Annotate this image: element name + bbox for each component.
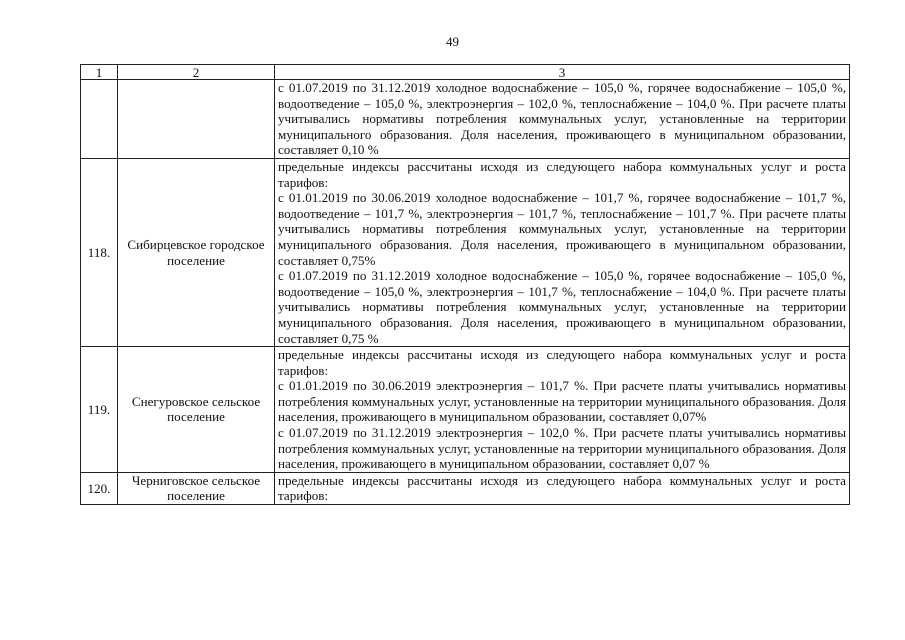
table-row [81,158,850,346]
tariff-table [80,64,850,505]
row-number: 118. [81,158,118,346]
description-paragraph: с 01.01.2019 по 30.06.2019 холодное водоснабжение – 101,7 %, горячее водоснабжение – 101,7 %, водоотведение – 101,7 %, электроэнергия – 101,7 %, теплоснабжение – 101,7 %. При расчете платы учитывались нормативы потребления коммунальных услуг, установленные на территории муниципального образования. Доля населения, проживающего в муниципальном образовании, составляет 0,75% [278,190,846,268]
table-row [81,472,850,504]
settlement-name: Снегуровское сельское поселение [118,347,275,473]
column-header-3: 3 [275,65,850,80]
row-number [81,80,118,159]
settlement-name [118,80,275,159]
column-header-2: 2 [118,65,275,80]
table-row [81,80,850,159]
description-paragraph: с 01.07.2019 по 31.12.2019 холодное водоснабжение – 105,0 %, горячее водоснабжение – 105,0 %, водоотведение – 105,0 %, электроэнергия – 102,0 %, теплоснабжение – 104,0 %. При расчете платы учитывались нормативы потребления коммунальных услуг, установленные на территории муниципального образования. Доля населения, проживающего в муниципальном образовании, составляет 0,10 % [278,80,846,158]
settlement-name: Сибирцевское городское поселение [118,158,275,346]
tariff-description [275,472,850,504]
description-paragraph: предельные индексы рассчитаны исходя из следующего набора коммунальных услуг и роста тарифов: [278,472,846,504]
header-row [81,65,850,80]
table-row [81,347,850,473]
description-paragraph: с 01.07.2019 по 31.12.2019 холодное водоснабжение – 105,0 %, горячее водоснабжение – 105,0 %, водоотведение – 105,0 %, электроэнергия – 101,7 %, теплоснабжение – 104,0 %. При расчете платы учитывались нормативы потребления коммунальных услуг, установленные на территории муниципального образования. Доля населения, проживающего в муниципальном образовании, составляет 0,75 % [278,268,846,346]
description-paragraph: предельные индексы рассчитаны исходя из следующего набора коммунальных услуг и роста тарифов: [278,158,846,190]
page-number: 49 [446,34,459,49]
settlement-name: Черниговское сельское поселение [118,472,275,504]
row-number: 120. [81,472,118,504]
row-number: 119. [81,347,118,473]
description-paragraph: предельные индексы рассчитаны исходя из следующего набора коммунальных услуг и роста тарифов: [278,347,846,378]
description-paragraph: с 01.01.2019 по 30.06.2019 электроэнергия – 101,7 %. При расчете платы учитывались нормативы потребления коммунальных услуг, установленные на территории муниципального образования. Доля населения, проживающего в муниципальном образовании, составляет 0,07% [278,378,846,425]
tariff-description [275,158,850,346]
description-paragraph: с 01.07.2019 по 31.12.2019 электроэнергия – 102,0 %. При расчете платы учитывались нормативы потребления коммунальных услуг, установленные на территории муниципального образования. Доля населения, проживающего в муниципальном образовании, составляет 0,07 % [278,425,846,472]
tariff-description [275,80,850,159]
column-header-1: 1 [81,65,118,80]
tariff-description [275,347,850,473]
